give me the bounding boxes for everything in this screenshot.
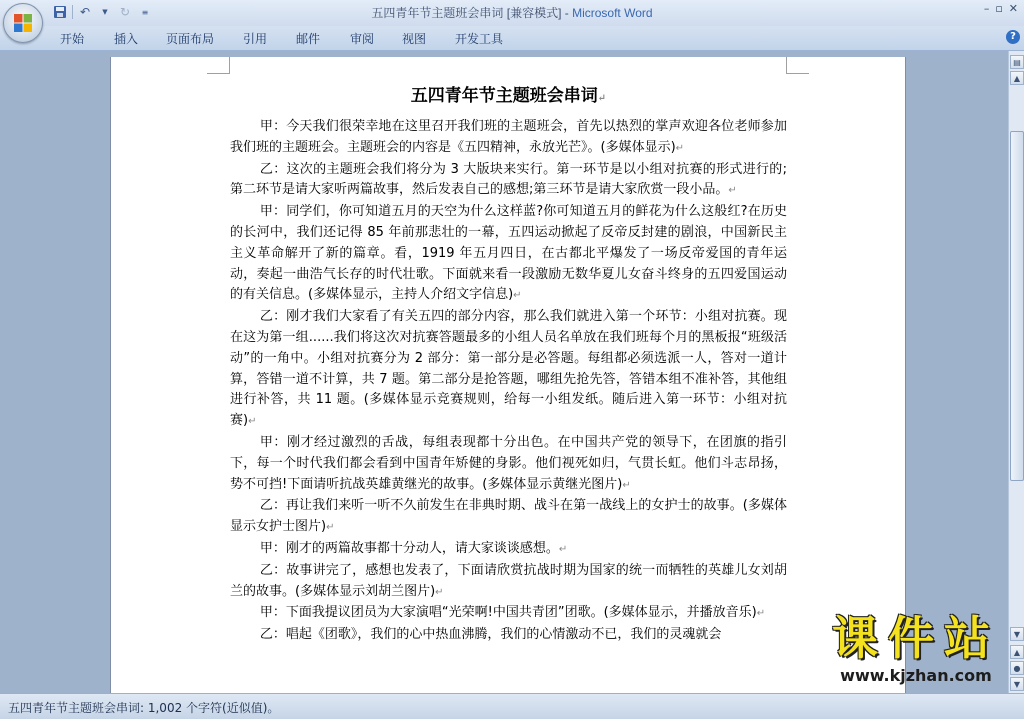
- tab-mailings[interactable]: 邮件: [296, 32, 321, 46]
- tab-page-layout[interactable]: 页面布局: [166, 32, 215, 46]
- tab-insert[interactable]: 插入: [114, 32, 139, 46]
- office-logo-icon: [13, 13, 33, 33]
- margin-corner-mark: [207, 57, 230, 74]
- paragraph: 甲：下面我提议团员为大家演唱“光荣啊!中国共青团”团歌。(多媒体显示，并播放音乐)↵: [259, 605, 766, 621]
- status-bar: [0, 693, 1024, 719]
- scroll-thumb[interactable]: [1010, 131, 1024, 481]
- paragraph-mark: ↵: [622, 479, 631, 491]
- paragraph-mark: ↵: [558, 543, 568, 555]
- restore-button[interactable]: ▫: [995, 2, 1003, 15]
- document-heading: 五四青年节主题班会串词↵: [410, 86, 607, 106]
- paragraph-mark: ↵: [513, 290, 522, 302]
- word-count-status[interactable]: 五四青年节主题班会串词: 1,002 个字符(近似值)。: [8, 701, 280, 715]
- paragraph-mark: ↵: [756, 608, 766, 620]
- paragraph: 乙：故事讲完了，感想也发表了，下面请欣赏抗战时期为国家的统一而牺牲的英雄儿女刘胡兰的故事。(多媒体显示刘胡兰图片)↵: [230, 562, 787, 599]
- view-ruler-icon[interactable]: ▤: [1010, 55, 1024, 69]
- margin-corner-mark: [786, 57, 809, 74]
- tab-home[interactable]: 开始: [60, 32, 85, 46]
- minimize-button[interactable]: –: [983, 2, 990, 15]
- paragraph-mark: ↵: [728, 185, 737, 197]
- app-name: Microsoft Word: [572, 6, 653, 20]
- watermark-logo-text: 课件站: [832, 611, 1000, 665]
- watermark-logo: [832, 612, 1000, 685]
- chevron-down-icon[interactable]: ▼: [102, 8, 108, 16]
- undo-icon[interactable]: ↶: [79, 5, 91, 19]
- window-title: [0, 4, 1024, 21]
- paragraph: 乙：刚才我们大家看了有关五四的部分内容，那么我们就进入第一个环节：小组对抗赛。现在这为第一组......我们将这次对抗赛答题最多的小组人员名单放在我们班每个月的黑板报“班级活动”的一角中。小组对抗赛分为 2 部分：第一部分是必答题。每组都必须选派一人，答对一道计算，答错一道不计算，共 7 题。第二部分是抢答题，哪组先抢先答，答错本组不准补答，其他组进行补答，共 11 题。(多媒体显示竞赛规则，给每一小组发纸。随后进入第一环节：小组对抗赛)↵: [230, 309, 787, 429]
- document-page[interactable]: [110, 57, 906, 693]
- paragraph: 甲：同学们，你可知道五月的天空为什么这样蓝?你可知道五月的鲜花为什么这般红?在历史的长河中，我们还记得 85 年前那悲壮的一幕，五四运动掀起了反帝反封建的剧浪，中国新民主主义革命解开了新的篇章。看，1919 年五月四日，在古都北平爆发了一场反帝爱国的青年运动，奏起一曲浩气长存的时代壮歌。下面就来看一段激励无数华夏儿女奋斗终身的五四爱国运动的有关信息。(多媒体显示，主持人介绍文字信息)↵: [230, 204, 787, 303]
- tab-view[interactable]: 视图: [402, 32, 427, 46]
- scroll-up-button[interactable]: ▲: [1010, 71, 1024, 85]
- paragraph-mark: ↵: [248, 416, 257, 428]
- ribbon-tab-bar: [0, 26, 1024, 51]
- paragraph-mark: ↵: [435, 586, 444, 598]
- paragraph: 甲：今天我们很荣幸地在这里召开我们班的主题班会，首先以热烈的掌声欢迎各位老师参加我们班的主题班会。主题班会的内容是《五四精神，永放光芒》。(多媒体显示)↵: [230, 119, 787, 155]
- close-button[interactable]: ✕: [1008, 2, 1018, 15]
- title-bar: [0, 0, 1024, 26]
- office-button[interactable]: [3, 3, 43, 43]
- next-page-button[interactable]: ▼: [1010, 677, 1024, 691]
- help-icon[interactable]: ?: [1006, 30, 1020, 44]
- tab-references[interactable]: 引用: [243, 32, 268, 46]
- document-body[interactable]: [230, 82, 787, 646]
- paragraph-mark: ↵: [326, 522, 335, 534]
- paragraph: 甲：刚才的两篇故事都十分动人，请大家谈谈感想。↵: [259, 540, 568, 556]
- tab-review[interactable]: 审阅: [350, 32, 375, 46]
- redo-icon[interactable]: ↻: [119, 5, 131, 19]
- paragraph: 乙：再让我们来听一听不久前发生在非典时期、战斗在第一战线上的女护士的故事。(多媒体显示女护士图片)↵: [230, 498, 787, 535]
- document-workspace: [0, 51, 1008, 693]
- paragraph: 乙：这次的主题班会我们将分为 3 大版块来实行。第一环节是以小组对抗赛的形式进行的;第二环节是请大家听两篇故事，然后发表自己的感想;第三环节是请大家欣赏一段小品。↵: [230, 161, 787, 198]
- paragraph-mark: ↵: [675, 142, 685, 154]
- previous-page-button[interactable]: ▲: [1010, 645, 1024, 659]
- window-controls: [984, 2, 1018, 15]
- document-title: 五四青年节主题班会串词 [兼容模式] -: [371, 6, 573, 20]
- customize-qat-icon[interactable]: ≡: [141, 7, 149, 17]
- paragraph: 甲：刚才经过激烈的舌战，每组表现都十分出色。在中国共产党的领导下，在团旗的指引下，每一个时代我们都会看到中国青年矫健的身影。他们视死如归，气贯长虹。他们斗志昂扬，势不可挡!下面请听抗战英雄黄继光的故事。(多媒体显示黄继光图片)↵: [230, 434, 787, 492]
- select-browse-object-button[interactable]: ●: [1010, 661, 1024, 675]
- tab-developer[interactable]: 开发工具: [455, 32, 504, 46]
- scroll-down-button[interactable]: ▼: [1010, 627, 1024, 641]
- watermark-url: www.kjzhan.com: [840, 666, 992, 685]
- paragraph: 乙：唱起《团歌》，我们的心中热血沸腾，我们的心情激动不已，我们的灵魂就会: [259, 627, 722, 643]
- paragraph-mark: ↵: [597, 93, 607, 104]
- vertical-scrollbar[interactable]: [1008, 51, 1024, 693]
